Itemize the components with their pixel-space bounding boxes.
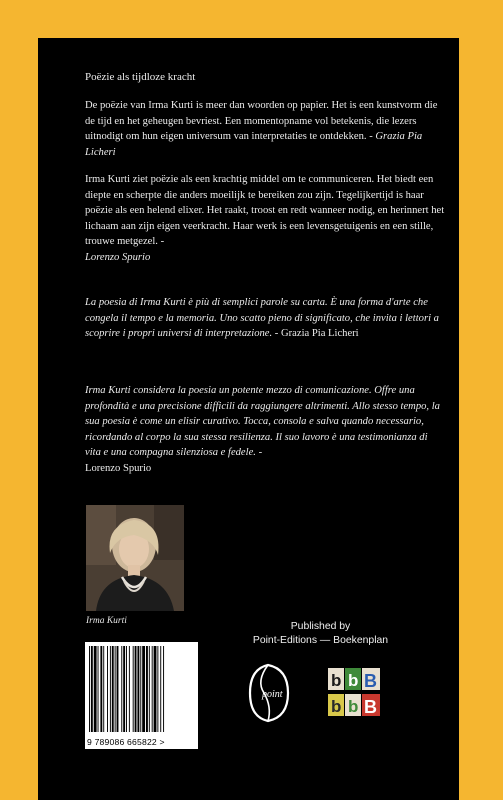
paragraph-text: Irma Kurti considera la poesia un potente mezzo di comunicazione. Offre una profondità e una precisione difficili da raggiungere altrimenti. Allo stesso tempo, la sua poesia è come un elisir curativo. Tocca, consola e salva quando necessario, ricordando al corpo la sua stessa resilienza. Il suo lavoro è una testimonianza di vita e una compagna silenziosa e fedele. xyxy=(85,385,440,459)
bbb-letter: B xyxy=(364,671,377,691)
quote-author: Grazia Pia Licheri xyxy=(85,131,423,158)
photo-caption: Irma Kurti xyxy=(86,616,127,626)
publisher-names: Point-Editions — Boekenplan xyxy=(252,635,389,646)
quote-author: - Grazia Pia Licheri xyxy=(272,328,359,340)
paragraph-text: Irma Kurti ziet poëzie als een krachtig middel om te communiceren. Het biedt een diepte en scherpte die anders moeilijk te bereiken zou zijn. Tegelijkertijd is haar poëzie als een helend elixer. Het raakt, troost en redt wanneer nodig, en herinnert het lichaam aan zijn eigen veerkracht. Haar werk is een levensgetuigenis en een stille, trouwe metgezel. - xyxy=(85,174,445,248)
author-photo xyxy=(86,505,184,611)
paragraph-dutch-1 xyxy=(85,98,445,160)
publisher-info xyxy=(228,620,413,648)
point-editions-logo xyxy=(246,663,292,723)
bbb-letter: b xyxy=(348,671,359,690)
paragraph-text: De poëzie van Irma Kurti is meer dan woorden op papier. Het is een kunstvorm die de tijd en het geheugen bevriest. Een momentopname vol betekenis, die lezers uitnodigt om hun eigen universum van interpretaties te ontdekken. - xyxy=(85,100,438,143)
bbb-letter: b xyxy=(331,697,342,716)
published-by-label: Published by xyxy=(290,621,351,632)
paragraph-italian-2 xyxy=(85,383,445,477)
boekenplan-logo xyxy=(328,668,380,718)
barcode xyxy=(85,642,198,749)
cover-title: Poëzie als tijdloze kracht xyxy=(85,71,196,83)
bbb-letter: b xyxy=(331,671,342,690)
paragraph-text: La poesia di Irma Kurti è più di semplici parole su carta. È una forma d'arte che congela il tempo e la memoria. Uno scatto pieno di significato, che invita i lettori a scoprire i propri universi di interpretazione. xyxy=(85,297,439,340)
paragraph-italian-1 xyxy=(85,295,445,342)
isbn-number: 9 789086 665822 > xyxy=(87,737,165,747)
bbb-letter: B xyxy=(364,697,377,717)
paragraph-dutch-2 xyxy=(85,172,445,266)
bbb-letter: b xyxy=(348,697,359,716)
barcode-bars xyxy=(85,642,198,734)
point-logo-text: point xyxy=(262,689,283,700)
quote-author: Lorenzo Spurio xyxy=(85,251,151,263)
quote-dash: - xyxy=(255,447,263,459)
quote-author: Lorenzo Spurio xyxy=(85,462,152,474)
book-back-cover xyxy=(38,38,459,800)
